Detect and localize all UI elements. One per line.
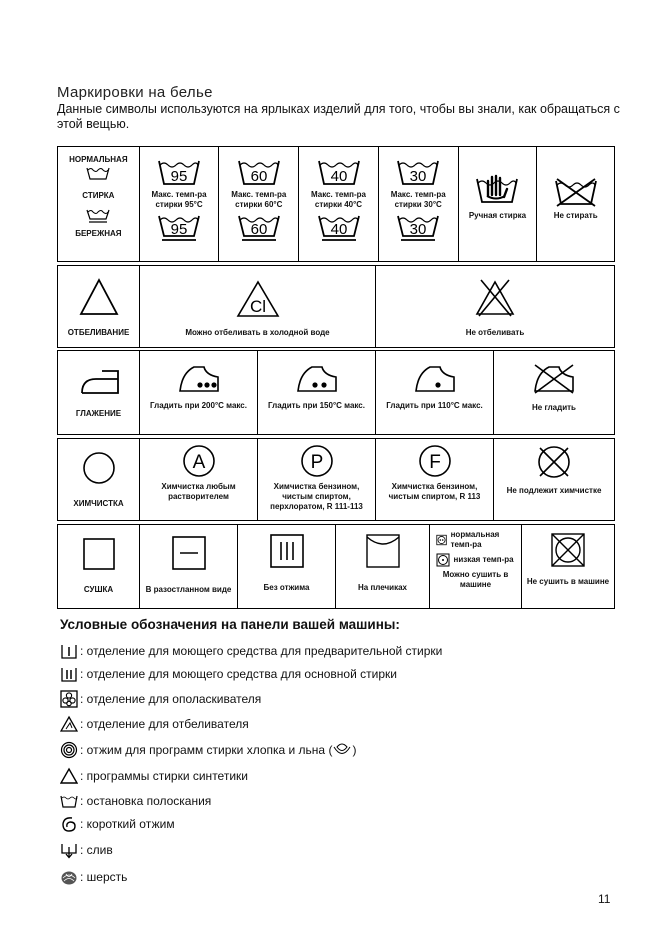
bleach-compartment-icon bbox=[60, 715, 78, 733]
legend-text: : короткий отжим bbox=[80, 817, 175, 831]
iron-2dots-icon bbox=[294, 363, 340, 393]
drying-square-icon bbox=[82, 537, 116, 571]
no-dryclean-label: Не подлежит химчистке bbox=[506, 486, 602, 495]
mainwash-compartment-icon bbox=[60, 665, 78, 683]
tub-40-gentle-icon bbox=[316, 212, 362, 242]
dry-flat-icon bbox=[171, 535, 207, 571]
wash-95-cell bbox=[140, 147, 220, 261]
tub-95-icon bbox=[156, 157, 202, 187]
legend-text: : отделение для отбеливателя bbox=[80, 717, 249, 731]
tumble-low-icon bbox=[436, 553, 450, 567]
ironing-row bbox=[57, 350, 615, 435]
no-bleach-label: Не отбеливать bbox=[465, 328, 525, 337]
legend-item bbox=[60, 840, 113, 860]
dryclean-p-icon bbox=[300, 444, 334, 478]
no-iron-icon bbox=[531, 363, 577, 395]
gentle-washtub-icon bbox=[85, 207, 111, 225]
wash-60-label: Макс. темп-ра стирки 60°C bbox=[231, 190, 287, 209]
no-iron-label: Не гладить bbox=[532, 403, 576, 412]
legend-text: : шерсть bbox=[80, 870, 128, 884]
iron-title-cell bbox=[58, 351, 140, 434]
wash-40-label: Макс. темп-ра стирки 40°C bbox=[310, 190, 366, 209]
dry-flat-cell bbox=[140, 525, 238, 608]
short-spin-icon bbox=[60, 815, 78, 833]
gentle-label: БЕРЕЖНАЯ bbox=[75, 229, 122, 238]
wash-40-cell bbox=[299, 147, 379, 261]
iron-150-label: Гладить при 150°C макс. bbox=[268, 401, 365, 410]
svg-text:F: F bbox=[428, 452, 441, 473]
dryclean-f-cell bbox=[376, 439, 494, 520]
bleach-triangle-icon bbox=[79, 278, 119, 316]
dryclean-a-label: Химчистка любым растворителем bbox=[161, 482, 236, 501]
drain-icon bbox=[60, 841, 78, 859]
hand-wash-label: Ручная стирка bbox=[468, 211, 527, 220]
dry-flat-label: В разостланном виде bbox=[145, 585, 232, 594]
dryclean-circle-icon bbox=[82, 451, 116, 485]
legend-tail: ) bbox=[352, 743, 357, 757]
legend-item bbox=[60, 664, 397, 684]
normal-temp-label: нормальная темп-ра bbox=[450, 530, 500, 549]
normal-temp-row bbox=[436, 530, 516, 550]
spin-icon bbox=[60, 741, 78, 759]
intro-text: Данные символы используются на ярлыках изделий для того, чтобы вы знали, как обращаться с этой вещью. bbox=[57, 102, 620, 131]
svg-text:Cl: Cl bbox=[249, 297, 266, 316]
legend-text: : отжим для программ стирки хлопка и льна ( bbox=[80, 743, 333, 757]
iron-150-cell bbox=[258, 351, 376, 434]
bleach-title: ОТБЕЛИВАНИЕ bbox=[67, 328, 130, 337]
wool-icon bbox=[60, 868, 78, 886]
page-number: 11 bbox=[598, 892, 611, 906]
bleach-cl-icon bbox=[236, 280, 280, 318]
drying-row bbox=[57, 524, 615, 609]
tub-60-icon bbox=[236, 157, 282, 187]
svg-text:P: P bbox=[310, 452, 323, 473]
low-temp-label: низкая темп-ра bbox=[453, 555, 514, 564]
legend-item bbox=[60, 814, 175, 834]
bleach-cold-cell bbox=[140, 266, 376, 347]
legend-item bbox=[60, 740, 356, 760]
panel-legend bbox=[60, 641, 580, 891]
panel-symbols-title: Условные обозначения на панели вашей машины: bbox=[60, 617, 400, 632]
legend-item bbox=[60, 641, 442, 661]
no-wash-icon bbox=[553, 177, 599, 207]
tub-40-icon bbox=[316, 157, 362, 187]
low-temp-row bbox=[436, 553, 516, 567]
dry-no-spin-cell bbox=[238, 525, 336, 608]
svg-text:30: 30 bbox=[409, 168, 427, 185]
dryclean-f-label: Химчистка бензином, чистым спиртом, R 113 bbox=[388, 482, 481, 501]
drip-dry-icon bbox=[269, 533, 305, 569]
tumble-dry-label: Можно сушить в машине bbox=[442, 570, 509, 589]
wash-title: СТИРКА bbox=[82, 191, 115, 200]
iron-110-cell bbox=[376, 351, 494, 434]
dry-hanger-cell bbox=[336, 525, 430, 608]
iron-200-cell bbox=[140, 351, 258, 434]
legend-item bbox=[60, 791, 211, 811]
dry-no-spin-label: Без отжима bbox=[263, 583, 310, 592]
dryclean-title: ХИМЧИСТКА bbox=[73, 499, 124, 508]
bleach-title-cell bbox=[58, 266, 140, 347]
wash-title-cell bbox=[58, 147, 140, 261]
bleach-cold-label: Можно отбеливать в холодной воде bbox=[185, 328, 330, 337]
no-tumble-icon bbox=[549, 531, 587, 569]
normal-label: НОРМАЛЬНАЯ bbox=[69, 155, 128, 164]
no-wash-label: Не стирать bbox=[553, 211, 598, 220]
iron-icon bbox=[76, 367, 122, 395]
line-dry-icon bbox=[365, 533, 401, 569]
no-dryclean-cell bbox=[494, 439, 614, 520]
legend-text: : слив bbox=[80, 843, 113, 857]
dryclean-row bbox=[57, 438, 615, 521]
dry-hanger-label: На плечиках bbox=[358, 583, 407, 592]
no-tumble-cell bbox=[522, 525, 614, 608]
no-dryclean-icon bbox=[536, 444, 572, 480]
wash-95-label: Макс. темп-ра стирки 95°C bbox=[151, 190, 207, 209]
wash-60-cell bbox=[219, 147, 299, 261]
drying-title-cell bbox=[58, 525, 140, 608]
no-tumble-label: Не сушить в машине bbox=[526, 577, 610, 586]
no-bleach-icon bbox=[473, 276, 517, 318]
bleach-row bbox=[57, 265, 615, 348]
hand-wash-cell bbox=[459, 147, 538, 261]
washing-row bbox=[57, 146, 615, 262]
no-iron-cell bbox=[494, 351, 614, 434]
wash-30-label: Макс. темп-ра стирки 30°C bbox=[390, 190, 446, 209]
tub-60-gentle-icon bbox=[236, 212, 282, 242]
tub-95-value: 95 bbox=[170, 168, 188, 185]
legend-item bbox=[60, 867, 127, 887]
no-bleach-cell bbox=[376, 266, 614, 347]
svg-text:60: 60 bbox=[250, 168, 268, 185]
tub-30-icon bbox=[395, 157, 441, 187]
svg-text:95: 95 bbox=[170, 221, 188, 238]
legend-item bbox=[60, 714, 249, 734]
rinse-hold-icon bbox=[60, 792, 78, 810]
iron-110-label: Гладить при 110°C макс. bbox=[386, 401, 483, 410]
svg-text:A: A bbox=[192, 452, 205, 473]
dryclean-title-cell bbox=[58, 439, 140, 520]
dryclean-a-icon bbox=[182, 444, 216, 478]
tub-95-gentle-icon bbox=[156, 212, 202, 242]
hand-wash-icon bbox=[474, 171, 520, 205]
svg-text:30: 30 bbox=[409, 221, 427, 238]
prewash-compartment-icon bbox=[60, 642, 78, 660]
legend-text: : отделение для моющего средства для предварительной стирки bbox=[80, 644, 443, 658]
tub-30-gentle-icon bbox=[395, 212, 441, 242]
dryclean-p-cell bbox=[258, 439, 376, 520]
svg-text:40: 40 bbox=[330, 168, 347, 185]
legend-text: : программы стирки синтетики bbox=[80, 769, 248, 783]
legend-text: : отделение для ополаскивателя bbox=[80, 692, 262, 706]
dryclean-f-icon bbox=[418, 444, 452, 478]
svg-text:60: 60 bbox=[250, 221, 268, 238]
tumble-normal-icon bbox=[436, 533, 447, 547]
wash-30-cell bbox=[379, 147, 459, 261]
dryclean-a-cell bbox=[140, 439, 258, 520]
dryclean-p-label: Химчистка бензином, чистым спиртом, перхлоратом, R 111-113 bbox=[270, 482, 363, 511]
iron-1dot-icon bbox=[412, 363, 458, 393]
drying-title: СУШКА bbox=[83, 585, 114, 594]
legend-text: : отделение для моющего средства для основной стирки bbox=[80, 667, 397, 681]
no-wash-cell bbox=[537, 147, 614, 261]
legend-item bbox=[60, 766, 248, 786]
iron-200-label: Гладить при 200°C макс. bbox=[150, 401, 247, 410]
iron-title: ГЛАЖЕНИЕ bbox=[75, 409, 122, 418]
legend-text: : остановка полоскания bbox=[80, 794, 212, 808]
iron-3dots-icon bbox=[176, 363, 222, 393]
synthetics-icon bbox=[60, 767, 78, 785]
page-heading: Маркировки на белье bbox=[57, 84, 213, 101]
svg-text:40: 40 bbox=[330, 221, 347, 238]
tumble-dry-cell bbox=[430, 525, 522, 608]
softener-compartment-icon bbox=[60, 690, 78, 708]
washtub-icon bbox=[85, 165, 111, 181]
cotton-flower-icon bbox=[332, 742, 352, 758]
legend-item bbox=[60, 689, 261, 709]
